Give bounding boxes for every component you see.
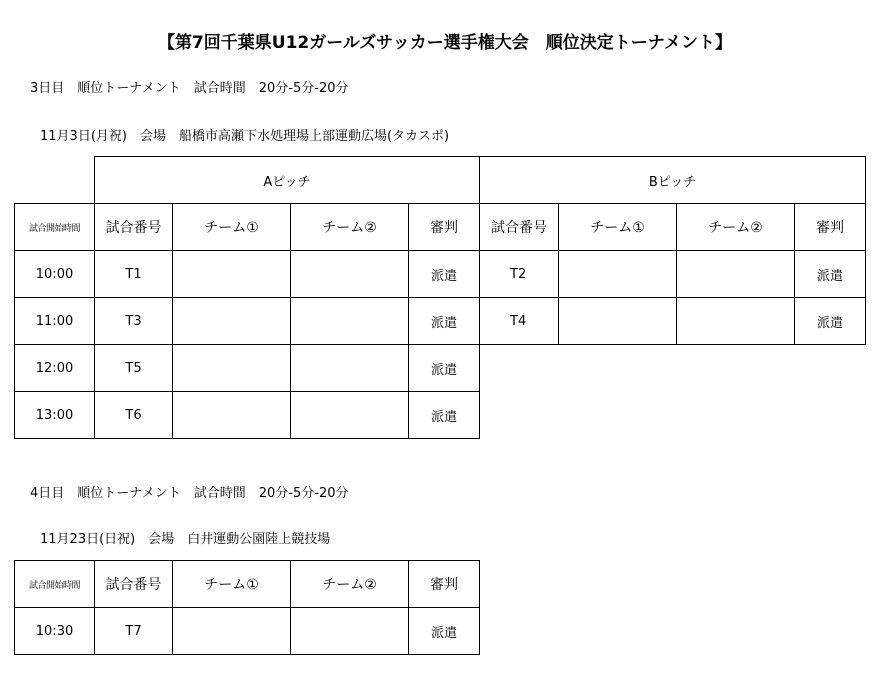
table-row — [15, 251, 866, 298]
empty-cell — [480, 392, 866, 439]
empty-corner-cell — [15, 157, 95, 204]
team2-cell — [291, 345, 409, 392]
pitch-a-header: Aピッチ — [95, 157, 480, 204]
table-row — [15, 345, 866, 392]
a-team1-header: チーム① — [173, 204, 291, 251]
column-header-row — [15, 204, 866, 251]
team2-header: チーム② — [291, 561, 409, 608]
team1-cell — [559, 251, 677, 298]
a-team2-header: チーム② — [291, 204, 409, 251]
team2-cell — [677, 298, 795, 345]
team2-cell — [291, 298, 409, 345]
match-no-cell: T4 — [480, 298, 559, 345]
page-title: 【第7回千葉県U12ガールズサッカー選手権大会 順位決定トーナメント】 — [157, 33, 733, 53]
table-row — [15, 608, 480, 655]
a-referee-header: 審判 — [409, 204, 480, 251]
team1-cell — [173, 345, 291, 392]
b-team1-header: チーム① — [559, 204, 677, 251]
team1-cell — [173, 392, 291, 439]
b-team2-header: チーム② — [677, 204, 795, 251]
match-no-cell: T3 — [95, 298, 173, 345]
match-no-cell: T7 — [95, 608, 173, 655]
column-header-row — [15, 561, 480, 608]
day4-heading: 4日目 順位トーナメント 試合時間 20分-5分-20分 — [30, 486, 349, 501]
team1-cell — [173, 298, 291, 345]
team2-cell — [677, 251, 795, 298]
match-no-cell: T1 — [95, 251, 173, 298]
day3-heading: 3日目 順位トーナメント 試合時間 20分-5分-20分 — [30, 81, 349, 96]
start-time-cell: 10:00 — [15, 251, 95, 298]
start-time-header: 試合開始時間 — [15, 561, 95, 608]
pitch-b-header: Bピッチ — [480, 157, 866, 204]
day3-venue: 11月3日(月祝) 会場 船橋市高瀬下水処理場上部運動広場(タカスポ) — [40, 129, 450, 144]
match-no-cell: T6 — [95, 392, 173, 439]
referee-cell: 派遣 — [795, 298, 866, 345]
match-no-cell: T2 — [480, 251, 559, 298]
referee-cell: 派遣 — [409, 298, 480, 345]
day4-venue: 11月23日(日祝) 会場 白井運動公園陸上競技場 — [40, 532, 331, 547]
referee-cell: 派遣 — [409, 345, 480, 392]
start-time-header: 試合開始時間 — [15, 204, 95, 251]
team1-cell — [173, 608, 291, 655]
referee-cell: 派遣 — [409, 251, 480, 298]
day3-schedule-table — [14, 156, 866, 439]
match-no-header: 試合番号 — [95, 561, 173, 608]
empty-cell — [480, 345, 866, 392]
match-no-cell: T5 — [95, 345, 173, 392]
team2-cell — [291, 608, 409, 655]
start-time-cell: 13:00 — [15, 392, 95, 439]
day4-schedule-table — [14, 560, 480, 655]
referee-cell: 派遣 — [409, 392, 480, 439]
b-referee-header: 審判 — [795, 204, 866, 251]
table-row — [15, 298, 866, 345]
team1-cell — [173, 251, 291, 298]
start-time-cell: 11:00 — [15, 298, 95, 345]
referee-header: 審判 — [409, 561, 480, 608]
start-time-cell: 10:30 — [15, 608, 95, 655]
team2-cell — [291, 251, 409, 298]
a-match-no-header: 試合番号 — [95, 204, 173, 251]
team2-cell — [291, 392, 409, 439]
team1-cell — [559, 298, 677, 345]
start-time-cell: 12:00 — [15, 345, 95, 392]
referee-cell: 派遣 — [409, 608, 480, 655]
team1-header: チーム① — [173, 561, 291, 608]
table-row — [15, 392, 866, 439]
b-match-no-header: 試合番号 — [480, 204, 559, 251]
pitch-header-row — [15, 157, 866, 204]
referee-cell: 派遣 — [795, 251, 866, 298]
